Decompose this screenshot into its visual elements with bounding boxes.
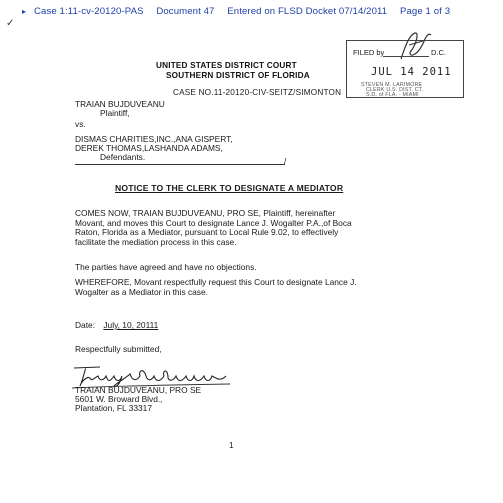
margin-tick-mark: ✓	[6, 18, 15, 29]
ecf-page-count: Page 1 of 3	[399, 6, 451, 17]
caption-divider	[75, 164, 285, 165]
body-para1-line3: Raton, Florida as a Mediator, pursuant to Local Rule 9.02, to effectively	[75, 227, 339, 238]
clerk-name: STEVEN M. LARIMORE	[361, 82, 423, 88]
closing-text: Respectfully submitted,	[75, 344, 162, 354]
defendants-line2: DEREK THOMAS,LASHANDA ADAMS,	[75, 143, 223, 153]
date-line	[75, 320, 158, 330]
court-name-line2: SOUTHERN DISTRICT OF FLORIDA	[166, 71, 310, 80]
body-para1-line4: facilitate the mediation process in this case.	[75, 236, 237, 247]
ecf-header	[34, 6, 460, 17]
defendants-role: Defendants.	[100, 152, 146, 162]
header-arrow-icon: ▸	[22, 7, 27, 16]
document-title: NOTICE TO THE CLERK TO DESIGNATE A MEDIATOR	[115, 183, 344, 193]
filed-stamp	[346, 40, 464, 98]
page-number: 1	[229, 440, 234, 450]
caption-end-mark: /	[284, 156, 287, 166]
defendants-line1: DISMAS CHARITIES,INC.,ANA GISPERT,	[75, 134, 233, 144]
signer-address: 5601 W. Broward Blvd.,	[75, 394, 163, 404]
signer-city: Plantation, FL 33317	[75, 403, 152, 413]
filed-date: JUL 14 2011	[371, 66, 452, 78]
case-number: CASE NO.11-20120-CIV-SEITZ/SIMONTON	[173, 88, 342, 97]
court-name-line1: UNITED STATES DISTRICT COURT	[156, 61, 297, 70]
dc-label: D.C.	[431, 48, 446, 57]
clerk-district: S.D. of FLA. - MIAMI	[366, 92, 419, 98]
ecf-document-number: Document 47	[156, 6, 215, 17]
clerk-title: CLERK U.S. DIST. CT.	[366, 87, 424, 93]
body-para2: The parties have agreed and have no objections.	[75, 262, 257, 272]
plaintiff-name: TRAIAN BUJDUVEANU	[75, 99, 165, 109]
ecf-entered-date: Entered on FLSD Docket 07/14/2011	[227, 6, 388, 17]
body-para1-line2: Movant, and moves this Court to designate Lance J. Wogalter P.A.,of Boca	[75, 217, 352, 228]
ecf-case-number: Case 1:11-cv-20120-PAS	[34, 6, 144, 17]
body-para1-line1: COMES NOW, TRAIAN BUJDUVEANU, PRO SE, Plaintiff, hereinafter	[75, 208, 336, 218]
versus-label: vs.	[75, 119, 86, 129]
clerk-initials-signature	[395, 29, 435, 63]
date-label: Date:	[75, 320, 96, 330]
body-para3-line1: WHEREFORE, Movant respectfully request this Court to designate Lance J.	[75, 277, 357, 287]
date-value: July, 10, 20111	[103, 320, 159, 330]
plaintiff-role: Plaintiff,	[100, 108, 130, 118]
signer-name: TRAIAN BUJDUVEANU, PRO SE	[75, 385, 202, 395]
body-para3-line2: Wogalter as a Mediator in this case.	[75, 286, 208, 297]
filed-by-line	[383, 56, 429, 57]
filed-by-label: FILED by	[353, 48, 385, 57]
